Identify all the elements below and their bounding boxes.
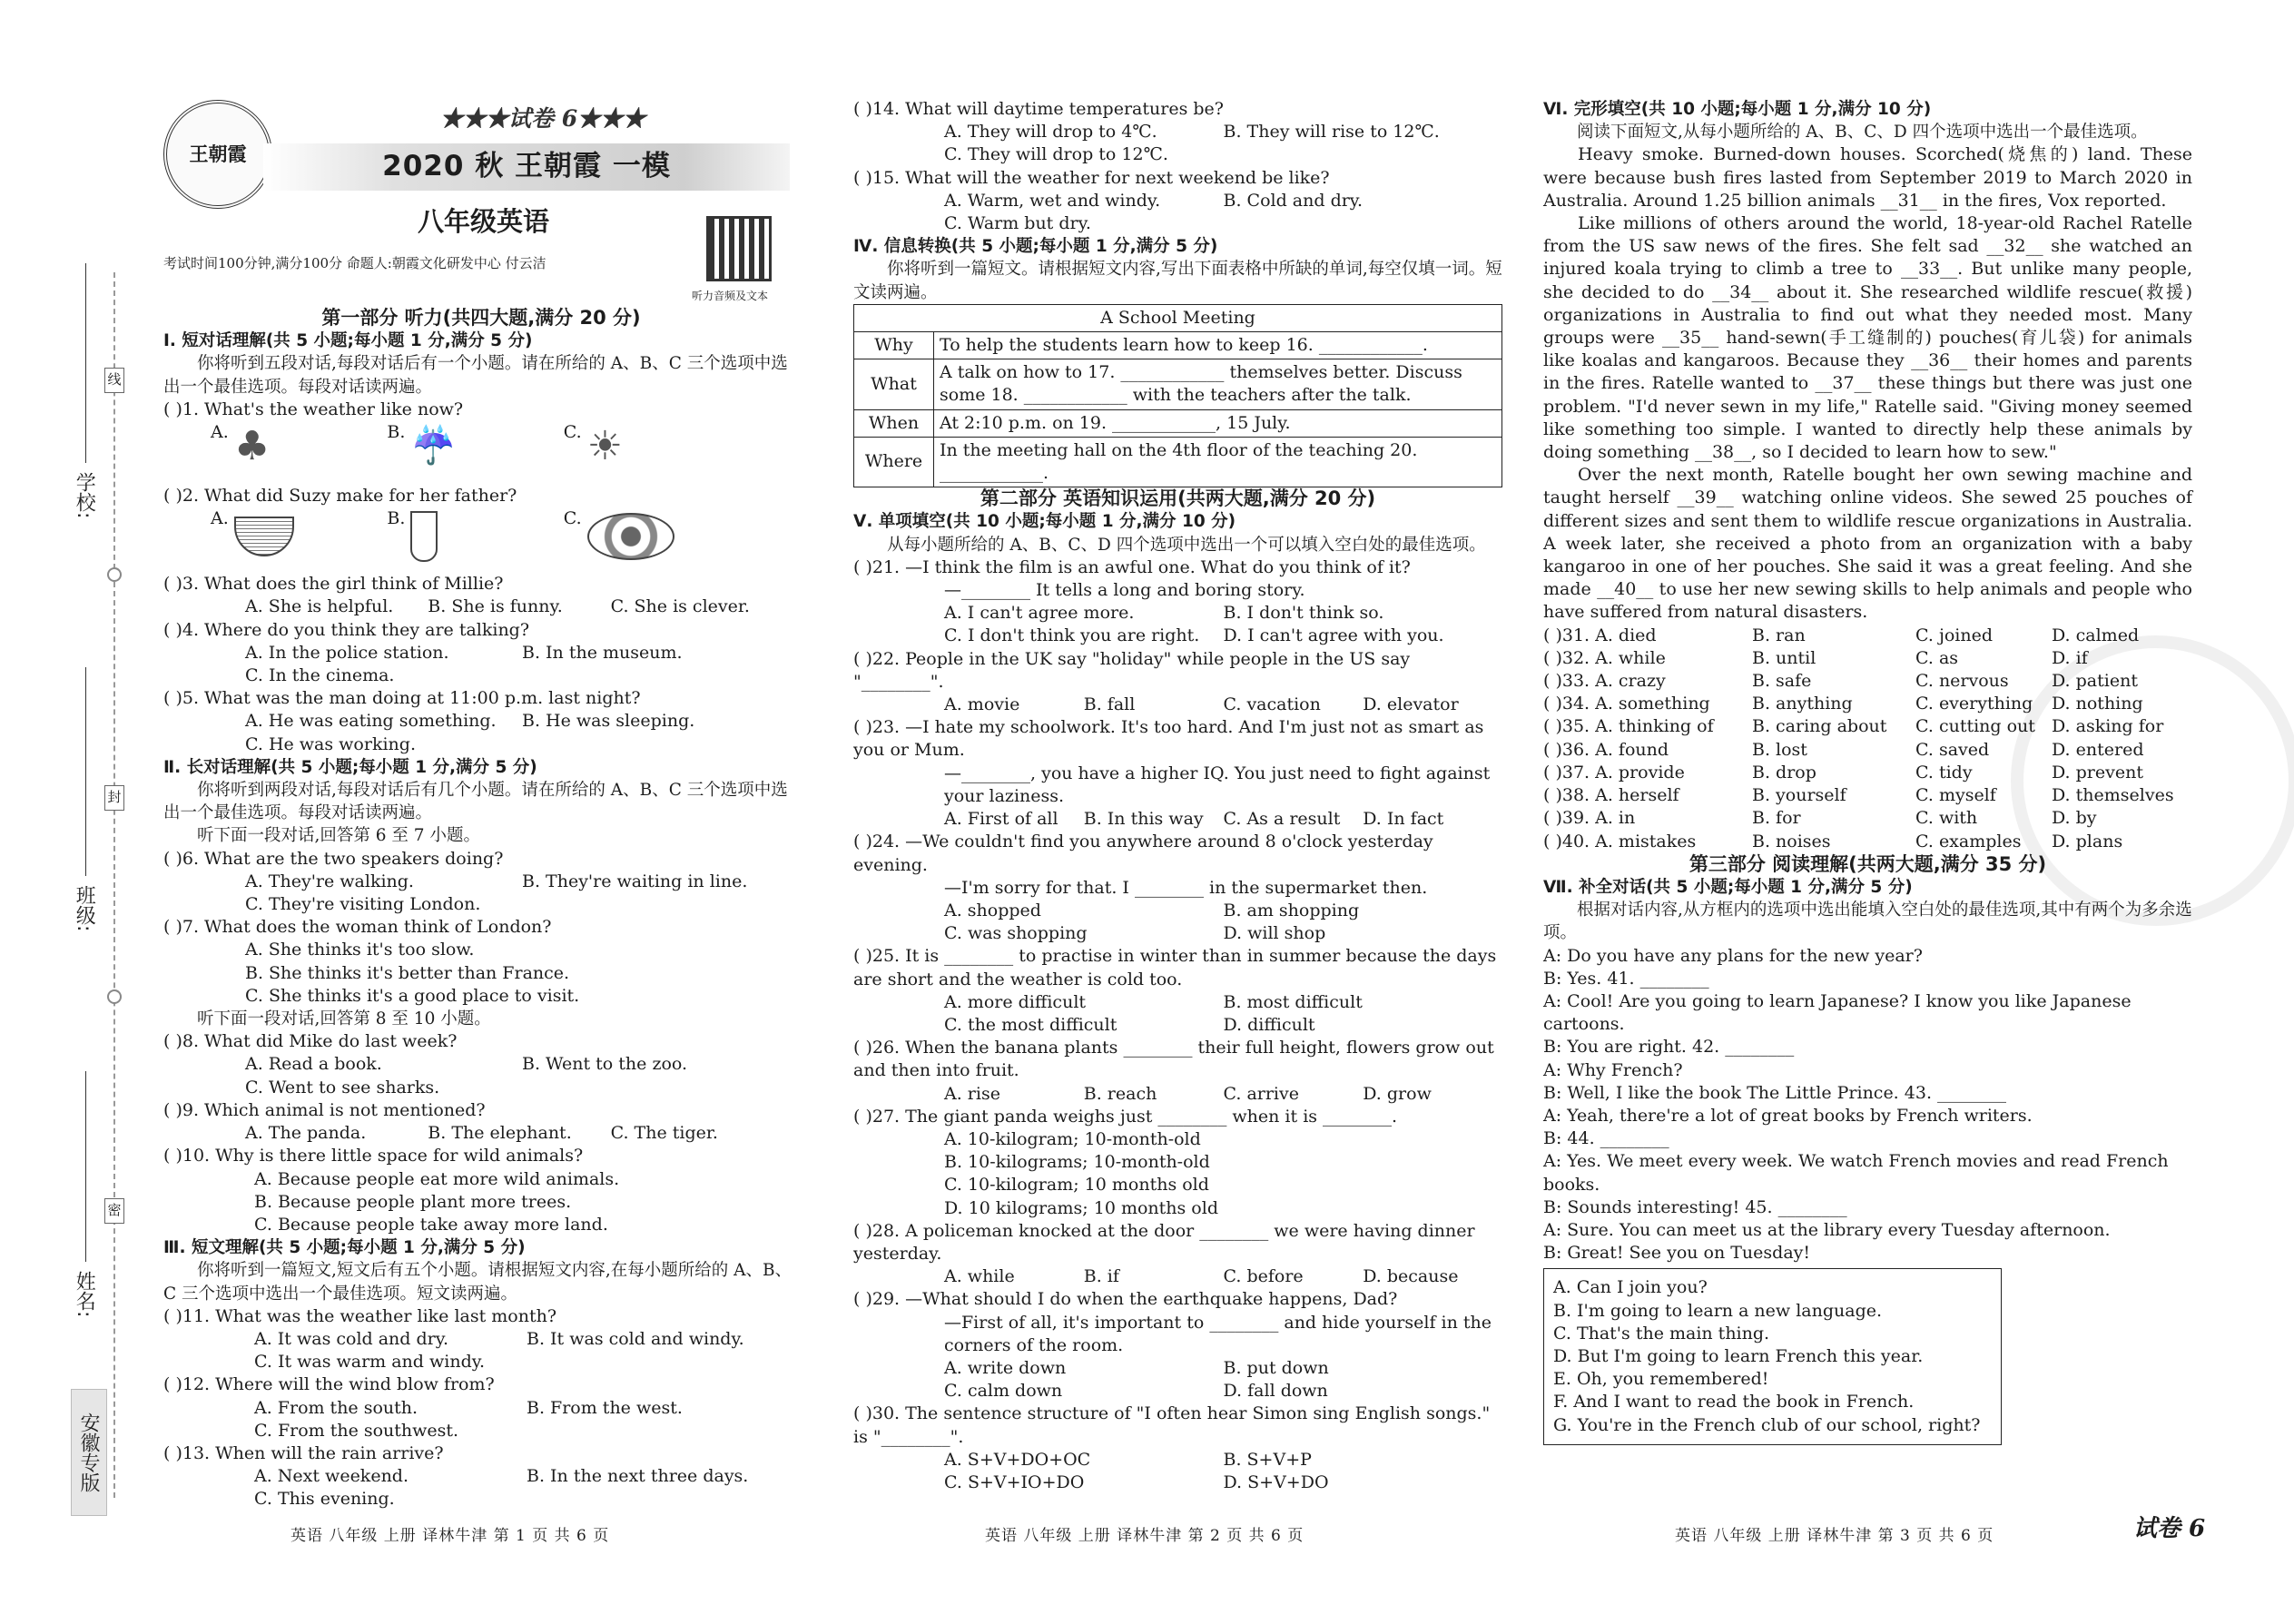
- class-label: 班级:: [73, 885, 96, 932]
- question-5: [163, 687, 799, 756]
- q2-option-a[interactable]: A.: [211, 507, 387, 573]
- dialogue-line: A: Cool! Are you going to learn Japanese? I know you like Japanese cartoons.: [1543, 990, 2132, 1035]
- dialogue-line[interactable]: B: Sounds interesting! 45. ________: [1543, 1196, 1847, 1217]
- row-head: When: [854, 409, 934, 437]
- section6-instructions: 阅读下面短文,从每小题所给的 A、B、C、D 四个选项中选出一个最佳选项。: [1577, 123, 2148, 143]
- watermark-seal: [2011, 635, 2294, 926]
- q8-option-c[interactable]: C. Went to see sharks.: [245, 1077, 440, 1097]
- section2-instructions: 你将听到两段对话,每段对话后有几个小题。请在所给的 A、B、C 三个选项中选出一个最佳选项。每段对话读两遍。: [163, 781, 788, 823]
- question-30: [853, 1403, 1502, 1494]
- exam-meta: 考试时间100分钟,满分100分 命题人:朝霞文化研发中心 付云洁: [163, 255, 546, 271]
- part1-title: 第一部分 听力(共四大题,满分 20 分): [321, 307, 641, 329]
- q6-option-c[interactable]: C. They're visiting London.: [245, 894, 481, 915]
- q7-option-b[interactable]: B. She thinks it's better than France.: [245, 962, 570, 983]
- q29-option-b[interactable]: B. put down: [1223, 1357, 1329, 1378]
- q29-option-d[interactable]: D. fall down: [1223, 1381, 1328, 1402]
- q5-stem: ( )5. What was the man doing at 11:00 p.m. last night?: [163, 688, 641, 709]
- section2-subheading-b: 听下面一段对话,回答第 8 至 10 小题。: [197, 1009, 491, 1029]
- q28-option-c[interactable]: C. before: [1223, 1266, 1304, 1287]
- table-row: [854, 409, 1502, 437]
- dialogue-line: A: Sure. You can meet us at the library every Tuesday afternoon.: [1543, 1219, 2111, 1240]
- school-field[interactable]: [85, 263, 86, 463]
- section5-instructions: 从每小题所给的 A、B、C、D 四个选项中选出一个可以填入空白处的最佳选项。: [887, 535, 1486, 555]
- q23-reply: —________, you have a higher IQ. You just need to fight against your laziness.: [944, 763, 1491, 806]
- qr-caption: 听力音频及文本: [692, 290, 769, 302]
- q21-option-b[interactable]: B. I don't think so.: [1223, 603, 1384, 624]
- q11-option-b[interactable]: B. It was cold and windy.: [527, 1328, 744, 1349]
- drink-glass-icon: [410, 511, 438, 562]
- q13-stem: ( )13. When will the rain arrive?: [163, 1442, 444, 1463]
- dialogue-line[interactable]: B: You are right. 42. ________: [1543, 1037, 1795, 1058]
- row-head: Where: [854, 437, 934, 487]
- part3-title: 第三部分 阅读理解(共两大题,满分 35 分): [1689, 852, 2047, 875]
- q24-option-b[interactable]: B. am shopping: [1223, 900, 1360, 920]
- part2-title: 第二部分 英语知识运用(共两大题,满分 20 分): [980, 487, 1376, 510]
- section3-title: Ⅲ. 短文理解(共 5 小题;每小题 1 分,满分 5 分): [163, 1238, 526, 1258]
- q26-option-b[interactable]: B. reach: [1083, 1083, 1157, 1104]
- q27-option-c[interactable]: C. 10-kilogram; 10 months old: [944, 1175, 1209, 1196]
- footer-page-1: 英语 八年级 上册 译林牛津 第 1 页 共 6 页: [290, 1527, 610, 1545]
- table-row: [854, 332, 1502, 359]
- q8-option-a[interactable]: A. Read a book.: [245, 1054, 382, 1075]
- dialogue-line: A: Yeah, there're a lot of great books by French writers.: [1543, 1105, 2033, 1126]
- qr-code[interactable]: [706, 216, 772, 281]
- section7-instructions: 根据对话内容,从方框内的选项中选出能填入空白处的最佳选项,其中有两个为多余选项。: [1543, 901, 2192, 943]
- q29-stem: ( )29. —What should I do when the earthquake happens, Dad?: [853, 1289, 1398, 1310]
- q9-option-b[interactable]: B. The elephant.: [428, 1123, 572, 1144]
- q21-option-c[interactable]: C. I don't think you are right.: [944, 625, 1200, 646]
- dot-icon: [107, 989, 122, 1004]
- name-field[interactable]: [85, 1071, 86, 1262]
- q15-option-c[interactable]: C. Warm but dry.: [944, 213, 1091, 234]
- q24-reply: —I'm sorry for that. I ________ in the supermarket then.: [944, 877, 1428, 898]
- section1-instructions: 你将听到五段对话,每段对话后有一个小题。请在所给的 A、B、C 三个选项中选出一个最佳选项。每段对话读两遍。: [163, 354, 788, 397]
- q3-option-c[interactable]: C. She is clever.: [610, 596, 750, 617]
- row-text[interactable]: In the meeting hall on the 4th floor of the teaching 20. ____________.: [934, 437, 1502, 487]
- section1-title: Ⅰ. 短对话理解(共 5 小题;每小题 1 分,满分 5 分): [163, 331, 533, 351]
- q14-option-a[interactable]: A. They will drop to 4℃.: [944, 122, 1157, 143]
- q14-option-c[interactable]: C. They will drop to 12℃.: [944, 144, 1168, 165]
- q23-stem: ( )23. —I hate my schoolwork. It's too hard. And I'm just not as smart as you or Mum.: [853, 717, 1484, 761]
- section3-instructions: 你将听到一篇短文,短文后有五个小题。请根据短文内容,在每小题所给的 A、B、C 三个选项中选出一个最佳选项。短文读两遍。: [163, 1261, 793, 1304]
- q8-stem: ( )8. What did Mike do last week?: [163, 1031, 458, 1052]
- question-24: [853, 831, 1502, 945]
- cloze-row: ( )31. A. died B. ran C. joined D. calmed: [1543, 625, 2140, 645]
- school-label: 学校:: [73, 472, 96, 519]
- q9-option-c[interactable]: C. The tiger.: [610, 1123, 718, 1144]
- q2-option-c[interactable]: C.: [564, 507, 740, 573]
- q27-option-d[interactable]: D. 10 kilograms; 10 months old: [944, 1197, 1218, 1218]
- cloze-row: ( )35. A. thinking of B. caring about C. cutting out D. asking for: [1543, 716, 2164, 737]
- dialogue-line: A: Do you have any plans for the new year?: [1543, 945, 1923, 966]
- table-title: A School Meeting: [854, 304, 1502, 331]
- question-9: [163, 1099, 799, 1145]
- q21-option-a[interactable]: A. I can't agree more.: [944, 603, 1135, 624]
- footer-page-2: 英语 八年级 上册 译林牛津 第 2 页 共 6 页: [985, 1527, 1305, 1545]
- cloze-paragraph-1: Heavy smoke. Burned-down houses. Scorched(烧焦的) land. These were because bush fires lasted from September 2019 to March 2020 in Australia. Around 1.25 billion animals __31__ in the fires, Vox reported.: [1543, 144, 2192, 211]
- q29-option-a[interactable]: A. write down: [944, 1357, 1067, 1378]
- q14-stem: ( )14. What will daytime temperatures be?: [853, 99, 1224, 119]
- dialogue-line: B: Great! See you on Tuesday!: [1543, 1243, 1811, 1264]
- question-14: [853, 98, 1502, 167]
- banner-title: 2020 秋 王朝霞 一模: [382, 150, 671, 183]
- box-option: E. Oh, you remembered!: [1553, 1369, 1769, 1390]
- q7-stem: ( )7. What does the woman think of London?: [163, 917, 552, 938]
- question-12: [163, 1373, 799, 1442]
- header: [163, 100, 799, 300]
- q21-option-d[interactable]: D. I can't agree with you.: [1223, 625, 1444, 646]
- q8-option-b[interactable]: B. Went to the zoo.: [522, 1054, 688, 1075]
- q24-option-c[interactable]: C. was shopping: [944, 923, 1088, 944]
- row-head: What: [854, 359, 934, 409]
- cloze-paragraph-3: Over the next month, Ratelle bought her own sewing machine and taught herself __39__ watching online videos. She sewed 25 pouches of different sizes and sent them to wildlife rescue organizations in Australia. A week later, she received a photo from an organization with a baby kangaroo in one of her pouches. She said it was a great feeling. And she made __40__ to use her new sewing skills to help animals and people who have suffered from natural disasters.: [1543, 465, 2192, 623]
- row-text[interactable]: To help the students learn how to keep 16. ____________.: [934, 332, 1502, 359]
- province-text: 安徽专版: [77, 1412, 100, 1492]
- question-7: [163, 916, 799, 1008]
- dot-icon: [107, 567, 122, 582]
- question-13: [163, 1442, 799, 1511]
- q3-stem: ( )3. What does the girl think of Millie?: [163, 574, 504, 595]
- secret-mark: 密: [104, 1198, 124, 1224]
- q30-option-b[interactable]: B. S+V+P: [1223, 1449, 1312, 1470]
- q1-option-b[interactable]: B. ☔: [387, 421, 563, 485]
- q15-option-a[interactable]: A. Warm, wet and windy.: [944, 190, 1161, 211]
- table-row: [854, 437, 1502, 487]
- q5-option-a[interactable]: A. He was eating something.: [245, 711, 497, 732]
- q27-option-b[interactable]: B. 10-kilograms; 10-month-old: [944, 1152, 1210, 1173]
- q23-option-b[interactable]: B. In this way: [1083, 809, 1204, 830]
- q22-stem: ( )22. People in the UK say "holiday" while people in the US say "________".: [853, 648, 1411, 692]
- question-8: [163, 1030, 799, 1099]
- q27-stem: ( )27. The giant panda weighs just ________ when it is ________.: [853, 1106, 1398, 1127]
- q14-option-b[interactable]: B. They will rise to 12℃.: [1223, 122, 1440, 143]
- box-option: A. Can I join you?: [1553, 1277, 1708, 1298]
- q22-option-b[interactable]: B. fall: [1083, 694, 1136, 715]
- question-2: [163, 485, 799, 573]
- box-option: G. You're in the French club of our school, right?: [1553, 1414, 1981, 1435]
- row-text[interactable]: A talk on how to 17. ____________ themselves better. Discuss some 18. ____________ with the teachers after the talk.: [934, 359, 1502, 409]
- q9-stem: ( )9. Which animal is not mentioned?: [163, 1099, 486, 1120]
- cloze-row: ( )38. A. herself B. yourself C. myself D. themselves: [1543, 785, 2174, 806]
- q22-option-d[interactable]: D. elevator: [1363, 694, 1459, 715]
- q26-option-c[interactable]: C. arrive: [1223, 1083, 1299, 1104]
- question-3: [163, 573, 799, 618]
- section4-title: Ⅳ. 信息转换(共 5 小题;每小题 1 分,满分 5 分): [853, 237, 1218, 257]
- footer-page-3: 英语 八年级 上册 译林牛津 第 3 页 共 6 页: [1675, 1527, 1994, 1545]
- q10-stem: ( )10. Why is there little space for wild animals?: [163, 1146, 584, 1166]
- q13-option-a[interactable]: A. Next weekend.: [254, 1466, 409, 1487]
- question-22: [853, 648, 1502, 717]
- section2-title: Ⅱ. 长对话理解(共 5 小题;每小题 1 分,满分 5 分): [163, 757, 537, 777]
- dialogue-line: A: Yes. We meet every week. We watch French movies and read French books.: [1543, 1151, 2169, 1195]
- line-mark: 线: [104, 368, 124, 393]
- cloze-row: ( )36. A. found B. lost C. saved D. entered: [1543, 739, 2144, 760]
- dashed-binding-line: [113, 272, 115, 1498]
- info-table: [853, 304, 1502, 487]
- seal-mark: 封: [104, 785, 124, 811]
- cloze-row: ( )37. A. provide B. drop C. tidy D. prevent: [1543, 762, 2143, 782]
- cloze-row: ( )34. A. something B. anything C. everything D. nothing: [1543, 694, 2143, 714]
- q25-option-c[interactable]: C. the most difficult: [944, 1014, 1117, 1035]
- q29-reply: —First of all, it's important to ________ and hide yourself in the corners of the room.: [944, 1312, 1492, 1355]
- rain-cloud-icon: ☔: [410, 425, 457, 468]
- logo: [163, 100, 272, 209]
- section5-title: Ⅴ. 单项填空(共 10 小题;每小题 1 分,满分 10 分): [853, 512, 1236, 532]
- question-27: [853, 1106, 1502, 1220]
- question-26: [853, 1037, 1502, 1106]
- q12-stem: ( )12. Where will the wind blow from?: [163, 1374, 495, 1395]
- question-28: [853, 1220, 1502, 1289]
- exam-badge: ★★★试卷 6★★★: [440, 105, 646, 132]
- subject-title: 八年级英语: [418, 206, 550, 237]
- q11-option-c[interactable]: C. It was warm and windy.: [254, 1352, 485, 1373]
- q22-option-a[interactable]: A. movie: [944, 694, 1020, 715]
- q12-option-c[interactable]: C. From the southwest.: [254, 1420, 459, 1441]
- question-6: [163, 848, 799, 917]
- q10-option-b[interactable]: B. Because people plant more trees.: [254, 1191, 572, 1212]
- q4-option-c[interactable]: C. In the cinema.: [245, 665, 395, 686]
- q28-option-b[interactable]: B. if: [1083, 1266, 1119, 1287]
- q4-stem: ( )4. Where do you think they are talking?: [163, 619, 530, 640]
- q30-stem: ( )30. The sentence structure of "I often hear Simon sing English songs." is "________".: [853, 1403, 1491, 1447]
- q30-option-d[interactable]: D. S+V+DO: [1223, 1471, 1329, 1492]
- q24-stem: ( )24. —We couldn't find you anywhere around 8 o'clock yesterday evening.: [853, 832, 1433, 875]
- q9-option-a[interactable]: A. The panda.: [245, 1123, 367, 1144]
- q4-option-a[interactable]: A. In the police station.: [245, 642, 449, 663]
- column-1: [163, 307, 799, 1511]
- q6-option-a[interactable]: A. They're walking.: [245, 871, 414, 891]
- windy-tree-icon: ♣: [233, 423, 271, 470]
- box-option: C. That's the main thing.: [1553, 1323, 1770, 1343]
- q12-option-b[interactable]: B. From the west.: [527, 1397, 683, 1418]
- q13-option-b[interactable]: B. In the next three days.: [527, 1466, 749, 1487]
- cloze-row: ( )33. A. crazy B. safe C. nervous D. patient: [1543, 671, 2138, 692]
- exam-tag: 试卷 6: [2133, 1515, 2206, 1542]
- q23-option-a[interactable]: A. First of all: [944, 809, 1058, 830]
- q1-option-c[interactable]: C. ☀: [564, 421, 740, 485]
- cloze-row: ( )40. A. mistakes B. noises C. examples D. plans: [1543, 831, 2123, 851]
- q23-option-c[interactable]: C. As a result: [1223, 809, 1341, 830]
- banner: [263, 143, 790, 191]
- q5-option-b[interactable]: B. He was sleeping.: [522, 711, 695, 732]
- q7-option-a[interactable]: A. She thinks it's too slow.: [245, 940, 475, 960]
- province-tag: [71, 1389, 107, 1516]
- noodle-bowl-icon: [234, 517, 294, 556]
- cloze-row: ( )32. A. while B. until C. as D. if: [1543, 647, 2088, 668]
- question-1: [163, 399, 799, 485]
- q22-option-c[interactable]: C. vacation: [1223, 694, 1321, 715]
- q21-reply: —________ It tells a long and boring story.: [944, 580, 1305, 601]
- dialogue-line[interactable]: B: 44. ________: [1543, 1128, 1669, 1149]
- options-box: [1543, 1268, 2002, 1444]
- q11-stem: ( )11. What was the weather like last month?: [163, 1305, 557, 1326]
- q26-option-d[interactable]: D. grow: [1363, 1083, 1432, 1104]
- q3-option-b[interactable]: B. She is funny.: [428, 596, 563, 617]
- salad-plate-icon: [587, 513, 674, 560]
- question-23: [853, 716, 1502, 831]
- q30-option-a[interactable]: A. S+V+DO+OC: [944, 1449, 1091, 1470]
- q25-stem: ( )25. It is ________ to practise in winter than in summer because the days are short and the weather is cold too.: [853, 946, 1497, 989]
- sun-icon: ☀: [586, 423, 624, 470]
- q25-option-d[interactable]: D. difficult: [1223, 1014, 1315, 1035]
- cloze-paragraph-2: Like millions of others around the world, 18-year-old Rachel Ratelle from the US saw news of the fires. She felt sad __32__ she watched an injured koala trying to climb a tree to __33__. But unlike many people, she decided to do __34__ about it. She researched wildlife rescue(救援) organizations in Australia to find out what they needed most. Many groups were __35__ hand-sewn(手工缝制的) pouches(育儿袋) for animals like koalas and kangaroos. Because they __36__ their homes and parents in the fires. Ratelle wanted to __37__ these things but there was just one problem. "I'd never sewn in my life," Ratelle said. "Giving money seemed like something too simple. I wanted to directly help these animals by doing something __38__, so I decided to learn how to sew.": [1543, 213, 2192, 463]
- box-option: D. But I'm going to learn French this year.: [1553, 1345, 1924, 1366]
- q10-option-c[interactable]: C. Because people take away more land.: [254, 1214, 608, 1235]
- section7-title: Ⅶ. 补全对话(共 5 小题;每小题 1 分,满分 5 分): [1543, 877, 1913, 897]
- question-21: [853, 556, 1502, 648]
- q7-option-c[interactable]: C. She thinks it's a good place to visit.: [245, 985, 580, 1006]
- q13-option-c[interactable]: C. This evening.: [254, 1489, 395, 1510]
- q28-stem: ( )28. A policeman knocked at the door ________ we were having dinner yesterday.: [853, 1220, 1475, 1264]
- name-label: 姓名:: [73, 1271, 96, 1318]
- q23-option-d[interactable]: D. In fact: [1363, 809, 1444, 830]
- question-10: [163, 1145, 799, 1236]
- q28-option-d[interactable]: D. because: [1363, 1266, 1459, 1287]
- q24-option-d[interactable]: D. will shop: [1223, 923, 1326, 944]
- question-15: [853, 167, 1502, 236]
- q26-stem: ( )26. When the banana plants ________ their full height, flowers grow out and then into fruit.: [853, 1038, 1494, 1081]
- class-field[interactable]: [85, 667, 86, 876]
- dialogue-line[interactable]: B: Well, I like the book The Little Prince. 43. ________: [1543, 1082, 2007, 1103]
- box-option: F. And I want to read the book in French.: [1553, 1392, 1915, 1412]
- q11-option-a[interactable]: A. It was cold and dry.: [254, 1328, 448, 1349]
- q26-option-a[interactable]: A. rise: [944, 1083, 1000, 1104]
- q25-option-b[interactable]: B. most difficult: [1223, 991, 1363, 1012]
- q24-option-a[interactable]: A. shopped: [944, 900, 1041, 920]
- dialogue-line[interactable]: B: Yes. 41. ________: [1543, 968, 1709, 989]
- question-11: [163, 1305, 799, 1374]
- q6-stem: ( )6. What are the two speakers doing?: [163, 848, 504, 869]
- q10-option-a[interactable]: A. Because people eat more wild animals.: [254, 1168, 620, 1189]
- q3-option-a[interactable]: A. She is helpful.: [245, 596, 394, 617]
- q28-option-a[interactable]: A. while: [944, 1266, 1015, 1287]
- logo-text: 王朝霞: [189, 143, 247, 166]
- question-29: [853, 1288, 1502, 1403]
- q15-option-b[interactable]: B. Cold and dry.: [1223, 190, 1364, 211]
- cloze-row: ( )39. A. in B. for C. with D. by: [1543, 808, 2097, 829]
- box-option: B. I'm going to learn a new language.: [1553, 1300, 1883, 1321]
- q30-option-c[interactable]: C. S+V+IO+DO: [944, 1471, 1085, 1492]
- section6-title: Ⅵ. 完形填空(共 10 小题;每小题 1 分,满分 10 分): [1543, 100, 1932, 119]
- row-head: Why: [854, 332, 934, 359]
- table-row: [854, 359, 1502, 409]
- q2-stem: ( )2. What did Suzy make for her father?: [163, 486, 517, 507]
- q21-stem: ( )21. —I think the film is an awful one. What do you think of it?: [853, 556, 1411, 577]
- q4-option-b[interactable]: B. In the museum.: [522, 642, 683, 663]
- dialogue-line: A: Why French?: [1543, 1059, 1683, 1080]
- dialogue: [1543, 945, 2192, 1265]
- q1-stem: ( )1. What's the weather like now?: [163, 399, 464, 419]
- binding-margin: [0, 0, 154, 1624]
- row-text[interactable]: At 2:10 p.m. on 19. ____________, 15 July.: [934, 409, 1502, 437]
- q12-option-a[interactable]: A. From the south.: [254, 1397, 418, 1418]
- q6-option-b[interactable]: B. They're waiting in line.: [522, 871, 748, 891]
- question-25: [853, 945, 1502, 1037]
- q27-option-a[interactable]: A. 10-kilogram; 10-month-old: [944, 1128, 1201, 1149]
- column-2: [853, 98, 1502, 1494]
- section4-instructions: 你将听到一篇短文。请根据短文内容,写出下面表格中所缺的单词,每空仅填一词。短文读两遍。: [853, 260, 1502, 302]
- q1-option-a[interactable]: A. ♣: [211, 421, 387, 485]
- q15-stem: ( )15. What will the weather for next weekend be like?: [853, 167, 1330, 188]
- question-4: [163, 619, 799, 688]
- q2-option-b[interactable]: B.: [387, 507, 563, 573]
- section2-subheading-a: 听下面一段对话,回答第 6 至 7 小题。: [197, 826, 480, 846]
- q5-option-c[interactable]: C. He was working.: [245, 733, 416, 754]
- q29-option-c[interactable]: C. calm down: [944, 1381, 1063, 1402]
- q25-option-a[interactable]: A. more difficult: [944, 991, 1087, 1012]
